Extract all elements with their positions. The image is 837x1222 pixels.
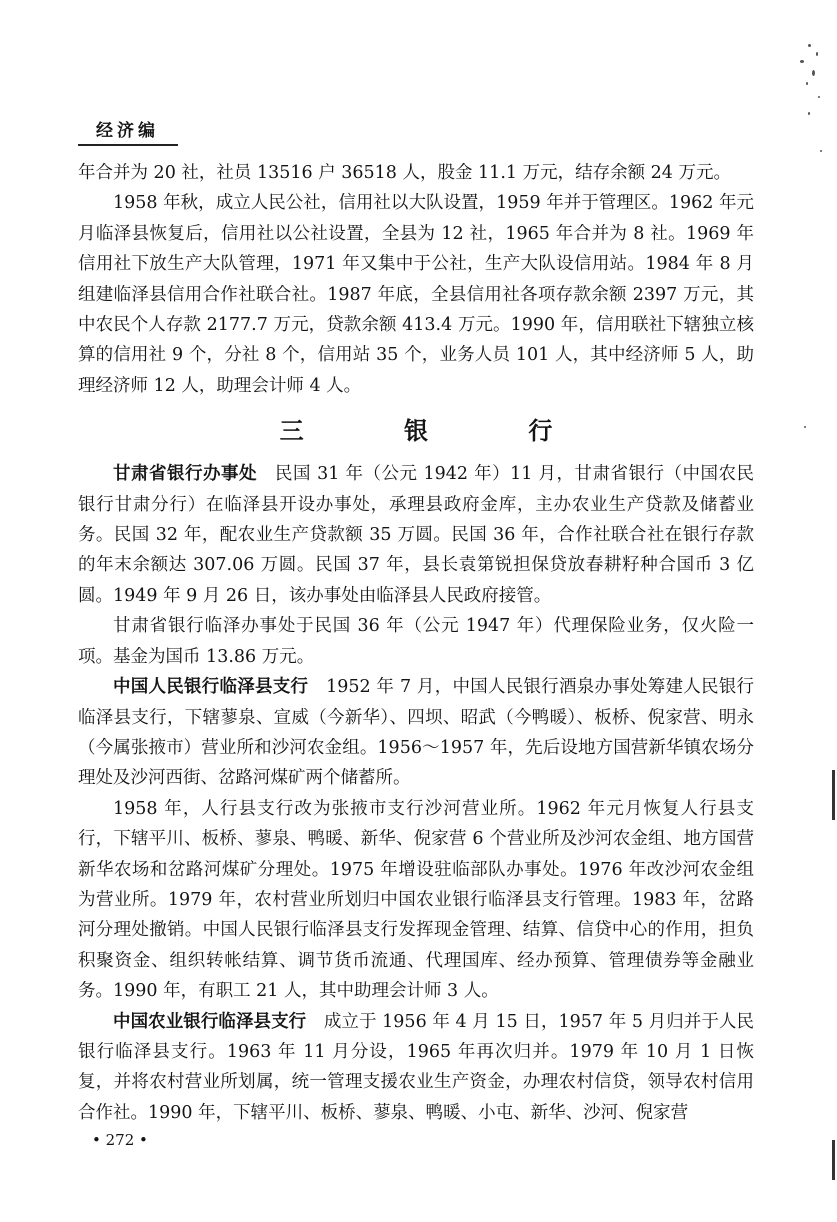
paragraph-4: 甘肃省银行临泽办事处于民国 36 年（公元 1947 年）代理保险业务，仅火险一项。基金为国币 13.86 万元。 bbox=[78, 616, 754, 667]
scan-speck bbox=[800, 60, 804, 63]
scan-speck bbox=[804, 426, 806, 428]
paragraph-3 bbox=[78, 459, 754, 611]
scan-edge-mark bbox=[832, 770, 835, 820]
running-header: 经济编 bbox=[96, 121, 159, 141]
scan-speck bbox=[806, 82, 808, 85]
paragraph-5-lead: 中国人民银行临泽县支行 bbox=[113, 677, 309, 698]
paragraph-2: 1958 年秋，成立人民公社，信用社以大队设置，1959 年并于管理区。1962 年元月临泽县恢复后，信用社以公社设置，全县为 12 社，1965 年合并为 8 社。1969 年信用社下放生产大队管理，1971 年又集中于公社，生产大队设信用站。1984 年 8 月组建临泽县信用合作社联合社。1987 年底，全县信用社各项存款余额 2397 万元，其中农民个人存款 2177.7 万元，贷款余额 413.4 万元。1990 年，信用联社下辖独立核算的信用社 9 个，分社 8 个，信用站 35 个，业务人员 101 人，其中经济师 5 人，助理经济师 12 人，助理会计师 4 人。 bbox=[78, 193, 754, 396]
scan-speck bbox=[808, 112, 810, 115]
scan-edge-mark bbox=[832, 1140, 835, 1180]
paragraph-3-lead: 甘肃省银行办事处 bbox=[113, 464, 258, 485]
scan-speck bbox=[812, 70, 815, 76]
paragraph-3-text: 民国 31 年（公元 1942 年）11 月，甘肃省银行（中国农民银行甘肃分行）在临泽县开设办事处，承理县政府金库，主办农业生产贷款及储蓄业务。民国 32 年，配农业生产贷款额 35 万圆。民国 36 年，合作社联合社在银行存款的年末余额达 307.06 万圆。民国 37 年，县长袁第锐担保贷放春耕籽种合国币 3 亿圆。1949 年 9 月 26 日，该办事处由临泽县人民政府接管。 bbox=[78, 464, 755, 606]
paragraph-5-text: 1952 年 7 月，中国人民银行酒泉办事处筹建人民银行临泽县支行，下辖蓼泉、宣威（今新华）、四坝、昭武（今鸭暖）、板桥、倪家营、明永（今属张掖市）营业所和沙河农金组。1956～1957 年，先后设地方国营新华镇农场分理处及沙河西街、岔路河煤矿两个储蓄所。 bbox=[78, 677, 755, 789]
scan-speck bbox=[816, 52, 818, 56]
scan-speck bbox=[808, 44, 811, 47]
scan-speck bbox=[820, 150, 822, 152]
paragraph-7-text: 成立于 1956 年 4 月 15 日，1957 年 5 月归并于人民银行临泽县支行。1963 年 11 月分设，1965 年再次归并。1979 年 10 月 1 日恢复，并将农村营业所划属，统一管理支援农业生产资金，办理农村信贷，领导农村信用合作社。1990 年，下辖平川、板桥、蓼泉、鸭暖、小屯、新华、沙河、倪家营 bbox=[78, 1011, 754, 1123]
paragraph-6: 1958 年，人行县支行改为张掖市支行沙河营业所。1962 年元月恢复人行县支行，下辖平川、板桥、蓼泉、鸭暖、新华、倪家营 6 个营业所及沙河农金组、地方国营新华农场和岔路河煤矿分理处。1975 年增设驻临部队办事处。1976 年改沙河农金组为营业所。1979 年，农村营业所划归中国农业银行临泽县支行管理。1983 年，岔路河分理处撤销。中国人民银行临泽县支行发挥现金管理、结算、信贷中心的作用，担负积聚资金、组织转帐结算、调节货币流通、代理国库、经办预算、管理债券等金融业务。1990 年，有职工 21 人，其中助理会计师 3 人。 bbox=[78, 798, 754, 1002]
body-text bbox=[78, 158, 754, 1128]
paragraph-7-lead: 中国农业银行临泽县支行 bbox=[113, 1011, 307, 1032]
scan-speck bbox=[818, 96, 820, 98]
section-heading: 三 银 行 bbox=[279, 417, 599, 446]
page-number: • 272 • bbox=[92, 1131, 148, 1149]
header-rule bbox=[78, 144, 178, 146]
paragraph-5 bbox=[78, 672, 754, 794]
paragraph-1: 年合并为 20 社，社员 13516 户 36518 人，股金 11.1 万元，结存余额 24 万元。 bbox=[78, 163, 731, 183]
paragraph-7 bbox=[78, 1007, 754, 1129]
